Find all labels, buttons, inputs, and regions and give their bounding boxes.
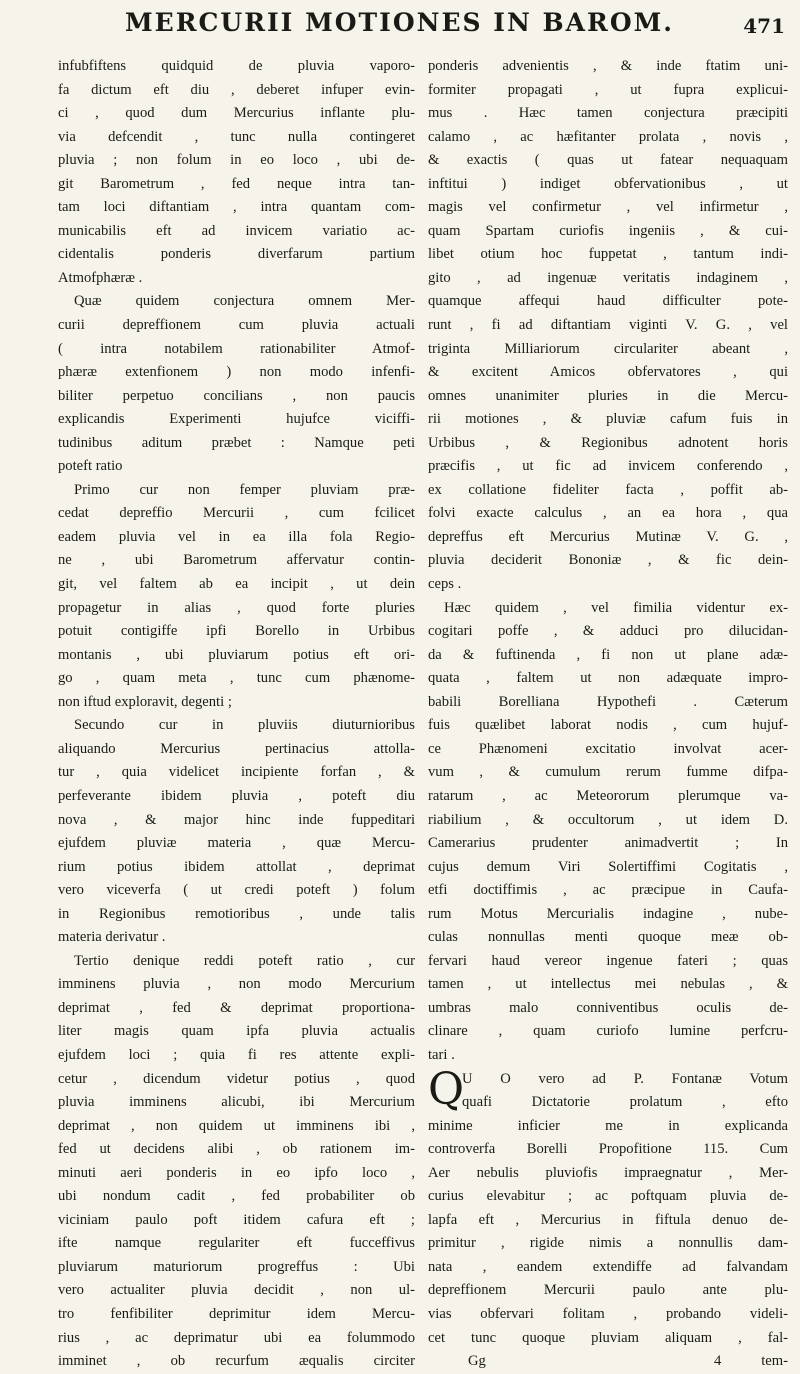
text-line: infubfiftens quidquid de pluvia vaporo- [58, 58, 415, 74]
text-line: curii depreffionem cum pluvia actuali [58, 317, 415, 334]
text-line: tur , quia videlicet incipiente forfan , & [58, 764, 415, 781]
text-line: municabilis eft ad invicem variatio ac- [58, 222, 415, 239]
signature-mark: Gg 4 [468, 1353, 722, 1370]
text-line: Quæ quidem conjectura omnem Mer- [74, 293, 415, 310]
text-line: clinare , quam curiofo lumine perfcru- [428, 1023, 788, 1040]
text-line: runt , fi ad diftantiam viginti V. G. , vel [428, 317, 788, 334]
text-line: quam Spartam curiofis ingeniis , & cui- [428, 222, 788, 239]
text-line: pluviarum maturiorum progreffus : Ubi [58, 1258, 415, 1275]
text-line: tam loci diftantiam , intra quantam com- [58, 199, 415, 216]
text-line: vum , & cumulum rerum fumme difpa- [428, 764, 788, 781]
text-line: biliter perpetuo concilians , non paucis [58, 387, 415, 404]
text-line: Primo cur non femper pluviam præ- [74, 481, 415, 498]
text-line: cetur , dicendum videtur potius , quod [58, 1070, 415, 1087]
text-line: ponderis advenientis , & inde ftatim uni- [428, 58, 788, 74]
text-line: deprimat , fed & deprimat proportiona- [58, 999, 415, 1016]
text-line: vero viceverfa ( ut credi poteft ) folum [58, 882, 415, 899]
text-line: tro fenfibiliter deprimitur idem Mercu- [58, 1305, 415, 1322]
text-line: perfeverante ibidem pluvia , poteft diu [58, 787, 415, 804]
text-line: ( intra notabilem rationabiliter Atmof- [58, 340, 415, 357]
text-line: tamen , ut intellectus mei nebulas , & [428, 976, 788, 993]
text-line: Aer nebulis pluviofis impraegnatur , Mer- [428, 1164, 788, 1181]
page-footer-line [428, 1350, 788, 1374]
text-line: ex collatione fideliter facta , poffit ab- [428, 481, 788, 498]
text-line: ne , ubi Barometrum affervatur contin- [58, 552, 415, 569]
text-line: formiter propagati , ut fupra explicui- [428, 81, 788, 98]
text-line: primitur , rigide nimis a nonnullis dam- [428, 1235, 788, 1252]
text-line: cujus demum Viri Solertiffimi Cogitatis , [428, 858, 788, 875]
text-line: ejufdem loci ; quia fi res attente expli- [58, 1046, 415, 1063]
text-line: ce Phænomeni excitatio involvat acer- [428, 740, 788, 757]
text-line: go , quam meta , tunc cum phænome- [58, 670, 415, 687]
text-line: vero actualiter pluvia decidit , non ul- [58, 1282, 415, 1299]
text-line: vias obfervari folitam , probando videli- [428, 1305, 788, 1322]
text-line: git Barometrum , fed neque intra tan- [58, 175, 415, 192]
text-line: ubi nondum cadit , fed probabiliter ob [58, 1188, 415, 1205]
text-line: rii motiones , & pluviæ cafum fuis in [428, 411, 788, 428]
text-line: calamo , ac hæfitanter prolata , novis , [428, 128, 788, 145]
text-line: folvi exacte calculus , an ea hora , qua [428, 505, 788, 522]
text-line: minime inficier me in explicanda [428, 1117, 788, 1134]
text-line: cidentalis ponderis diverfarum partium [58, 246, 415, 263]
text-line: fed ut decidens alibi , ob rationem im- [58, 1141, 415, 1158]
text-line: Hæc quidem , vel fimilia videntur ex- [444, 599, 788, 616]
text-line: Tertio denique reddi poteft ratio , cur [74, 952, 415, 969]
text-line: mus . Hæc tamen conjectura præcipiti [428, 105, 788, 122]
text-line: nova , & major hinc inde fuppeditari [58, 811, 415, 828]
text-line: phæræ extenfionem ) non modo infenfi- [58, 364, 415, 381]
text-line: cedat depreffio Mercurii , cum fcilicet [58, 505, 415, 522]
text-line: umbras malo conniventibus oculis de- [428, 999, 788, 1016]
text-line: rium potius ibidem attollat , deprimat [58, 858, 415, 875]
text-line: minuti aeri ponderis in eo ipfo loco , [58, 1164, 415, 1181]
text-line: tudinibus aditum præbet : Namque peti [58, 434, 415, 451]
text-line: da & fuftinenda , fi non ut plane adæ- [428, 646, 788, 663]
text-line: eadem pluvia vel in ea illa fola Regio- [58, 528, 415, 545]
text-line: babili Borelliana Hypothefi . Cæterum [428, 693, 788, 710]
text-line: ifte namque regulariter eft fucceffivus [58, 1235, 415, 1252]
text-line: curius elevabitur ; ac poftquam pluvia de- [428, 1188, 788, 1205]
text-line: triginta Milliariorum circulariter abeant , [428, 340, 788, 357]
text-line: fuis quælibet laborat nodis , cum hujuf- [428, 717, 788, 734]
text-line: pluvia imminens alicubi, ibi Mercurium [58, 1094, 415, 1111]
text-line: omnes unanimiter pluries in die Mercu- [428, 387, 788, 404]
text-line: lapfa eft , Mercurius in fiftula denuo de- [428, 1211, 788, 1228]
text-line: Secundo cur in pluviis diuturnioribus [74, 717, 415, 734]
text-line: & excitent Amicos obfervatores , qui [428, 364, 788, 381]
text-line: cogitari poffe , & adduci pro dilucidan- [428, 623, 788, 640]
text-line: Urbibus , & Regionibus adnotent horis [428, 434, 788, 451]
text-line: gito , ad ingenuæ veritatis indaginem , [428, 269, 788, 286]
text-line: quata , faltem ut non adæquate impro- [428, 670, 788, 687]
text-line: non iftud exploravit, degenti ; [58, 693, 232, 710]
text-line: potuit contigiffe ipfi Borello in Urbibus [58, 623, 415, 640]
text-line: libet otium hoc fuppetat , tantum indi- [428, 246, 788, 263]
running-title: MERCURII MOTIONES IN BAROM. [125, 8, 674, 37]
page-number: 471 [743, 14, 785, 38]
text-line: ceps . [428, 576, 462, 593]
text-line: rum Motus Mercurialis indagine , nube- [428, 905, 788, 922]
text-line: cet tunc quoque pluviam aliquam , fal- [428, 1329, 788, 1346]
text-line: Camerarius prudenter animadvertit ; In [428, 835, 788, 852]
text-line: fervari haud vereor ingenue fateri ; quas [428, 952, 788, 969]
text-line: deprimat , non quidem ut imminens ibi , [58, 1117, 415, 1134]
text-line: & exactis ( quas ut fatear nequaquam [428, 152, 788, 169]
text-line: riabilium , & occultorum , ut idem D. [428, 811, 788, 828]
catchword: tem- [761, 1353, 788, 1370]
text-line: montanis , ubi pluviarum potius eft ori- [58, 646, 415, 663]
left-text-column [58, 55, 415, 1374]
page-header [45, 6, 785, 50]
text-line: materia derivatur . [58, 929, 166, 946]
text-line: quafi Dictatorie prolatum , efto [462, 1094, 788, 1111]
text-line: git, vel faltem ab ea incipit , ut dein [58, 576, 415, 593]
text-line: ci , quod dum Mercurius inflante plu- [58, 105, 415, 122]
text-line: via defcendit , tunc nulla contingeret [58, 128, 415, 145]
text-line: depreffus eft Mercurius Mutinæ V. G. , [428, 528, 788, 545]
text-line: pluvia deciderit Bononiæ , & fic dein- [428, 552, 788, 569]
text-line: imminet , ob recurfum æqualis circiter [58, 1353, 415, 1370]
text-line-content: U O vero ad P. Fontanæ Votum [462, 1070, 788, 1087]
text-line: præcifis , ut fic ad invicem conferendo , [428, 458, 788, 475]
text-line: pluvia ; non folum in eo loco , ubi de- [58, 152, 415, 169]
text-line: quamque affequi haud difficulter pote- [428, 293, 788, 310]
right-text-column [428, 55, 788, 1374]
text-line: depreffionem Mercurii paulo ante plu- [428, 1282, 788, 1299]
text-line: magis vel confirmetur , vel infirmetur , [428, 199, 788, 216]
text-line: in Regionibus remotioribus , unde talis [58, 905, 415, 922]
text-line: etfi doctiffimis , ac præcipue in Caufa- [428, 882, 788, 899]
text-line: Atmofphæræ . [58, 269, 143, 286]
text-line: aliquando Mercurius pertinacius attolla- [58, 740, 415, 757]
text-line: imminens pluvia , non modo Mercurium [58, 976, 415, 993]
drop-capital: Q [428, 1063, 465, 1115]
text-line: ratarum , ac Meteororum plerumque va- [428, 787, 788, 804]
text-line: tari . [428, 1046, 455, 1063]
text-line: poteft ratio [58, 458, 123, 475]
text-line: viciniam paulo poft itidem cafura eft ; [58, 1211, 415, 1228]
text-line: explicandis Experimenti hujufce viciffi- [58, 411, 415, 428]
text-line: liter magis quam ipfa pluvia actualis [58, 1023, 415, 1040]
text-line: fa dictum eft diu , deberet infuper evin- [58, 81, 415, 98]
text-line: ejufdem pluviæ materia , quæ Mercu- [58, 835, 415, 852]
text-line: controverfa Borelli Propofitione 115. Cum [428, 1141, 788, 1158]
text-line: culas nonnullas menti quoque meæ ob- [428, 929, 788, 946]
text-line: inftitui ) indiget obfervationibus , ut [428, 175, 788, 192]
text-line: propagetur in alias , quod forte pluries [58, 599, 415, 616]
text-line: rius , ac deprimatur ubi ea folummodo [58, 1329, 415, 1346]
text-line: nata , eandem extendiffe ad falvandam [428, 1258, 788, 1275]
